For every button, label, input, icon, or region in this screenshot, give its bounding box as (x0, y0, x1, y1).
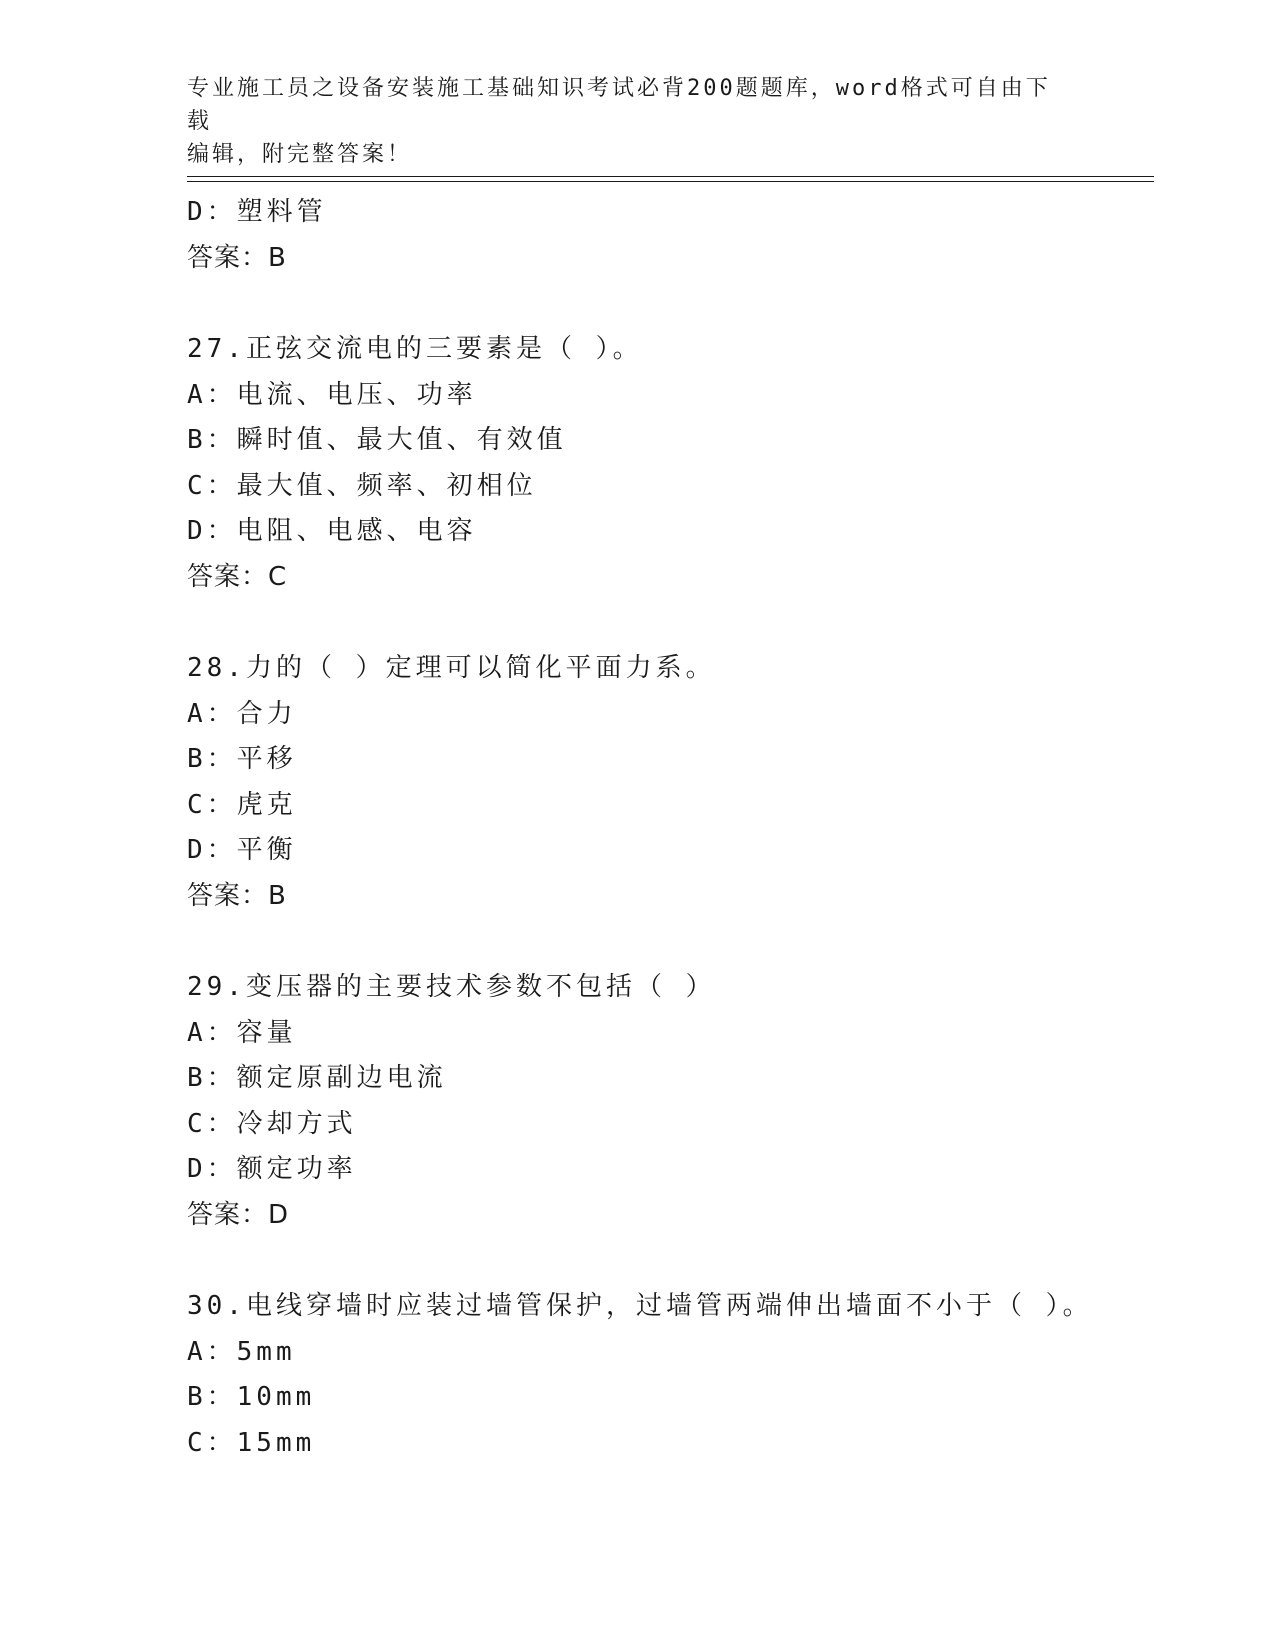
header-rule-top (187, 176, 1154, 177)
header-rule-bottom (187, 181, 1154, 182)
answer-line: 答案：C (187, 561, 288, 592)
question-list (187, 190, 1147, 1466)
question-gap (187, 600, 1147, 646)
option-b: B：10mm (187, 1382, 316, 1412)
option-a: A：合力 (187, 698, 297, 729)
option-d: D：平衡 (187, 835, 297, 865)
option-a: A：容量 (187, 1017, 297, 1048)
question-gap (187, 919, 1147, 965)
option-d: D：塑料管 (187, 197, 327, 227)
option-c: C：虎克 (187, 789, 297, 820)
option-d: D：额定功率 (187, 1154, 357, 1184)
option-a: A：5mm (187, 1336, 296, 1367)
option-c: C：最大值、频率、初相位 (187, 470, 537, 501)
option-b: B：额定原副边电流 (187, 1063, 447, 1093)
question-stem-30: 30.电线穿墙时应装过墙管保护，过墙管两端伸出墙面不小于（ ）。 (187, 1291, 1093, 1321)
question-gap (187, 1238, 1147, 1284)
option-a: A：电流、电压、功率 (187, 379, 477, 410)
document-header (187, 72, 1067, 171)
header-line-1: 专业施工员之设备安装施工基础知识考试必背200题题库，word格式可自由下载 (187, 76, 1051, 134)
option-b: B：瞬时值、最大值、有效值 (187, 425, 567, 455)
option-c: C：冷却方式 (187, 1108, 357, 1139)
option-b: B：平移 (187, 744, 297, 774)
answer-line: 答案：B (187, 880, 287, 911)
answer-line: 答案：D (187, 1199, 290, 1230)
answer-line: 答案：B (187, 242, 287, 273)
header-line-2: 编辑，附完整答案！ (187, 142, 413, 167)
question-stem-29: 29.变压器的主要技术参数不包括（ ） (187, 972, 716, 1002)
question-stem-28: 28.力的（ ）定理可以简化平面力系。 (187, 653, 716, 683)
question-gap (187, 281, 1147, 327)
question-stem-27: 27.正弦交流电的三要素是（ ）。 (187, 334, 643, 364)
option-d: D：电阻、电感、电容 (187, 516, 477, 546)
option-c: C：15mm (187, 1427, 316, 1458)
